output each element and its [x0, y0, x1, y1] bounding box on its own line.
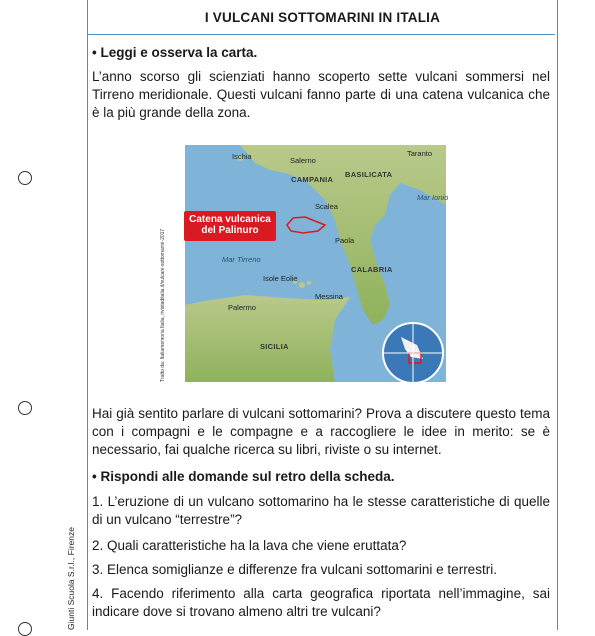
page-title: I VULCANI SOTTOMARINI IN ITALIA [204, 10, 441, 25]
instruction-answer: • Rispondi alle domande sul retro della scheda. [92, 469, 395, 484]
label-paola: Paola [335, 236, 355, 245]
question-4: 4. Facendo riferimento alla carta geografica riportata nell’immagine, sai indicare dove si trovano almeno altri tre vulcani? [92, 586, 550, 619]
question-3: 3. Elenca somiglianze e differenze fra vulcani sottomarini e terrestri. [92, 562, 497, 577]
label-isole-eolie: Isole Eolie [263, 274, 298, 283]
label-scalea: Scalea [315, 202, 338, 211]
label-salerno: Salerno [290, 156, 316, 165]
label-campania: CAMPANIA [291, 175, 334, 184]
label-messina: Messina [315, 292, 343, 301]
instruction-observe: • Leggi e osserva la carta. [92, 45, 258, 60]
intro-paragraph: L’anno scorso gli scienziati hanno scoperto sette vulcani sommersi nel Tirreno meridionale. Questi vulcani fanno parte di una catena vulcanica che è la più grande della zona. [92, 69, 550, 120]
question-2: 2. Quali caratteristiche ha la lava che viene eruttata? [92, 538, 407, 553]
label-calabria: CALABRIA [351, 265, 393, 274]
sicily-shape [185, 295, 350, 382]
punch-hole-bottom [18, 622, 32, 636]
side-credit: Giunti Scuola S.r.l., Firenze [66, 527, 76, 630]
title-rule [87, 34, 555, 35]
label-mar-tirreno: Mar Tirreno [222, 255, 261, 264]
label-sicilia: SICILIA [260, 342, 289, 351]
palinuro-callout: Catena vulcanica del Palinuro [184, 211, 276, 241]
discussion-paragraph: Hai già sentito parlare di vulcani sottomarini? Prova a discutere questo tema con i compagni e le compagne e a raccogliere le idee in merito: se è necessario, fai qualche ricerca su libri, riviste o su internet. [92, 406, 550, 457]
punch-hole-top [18, 171, 32, 185]
frame-left-line [87, 0, 88, 630]
label-taranto: Taranto [407, 149, 433, 158]
punch-hole-middle [18, 401, 32, 415]
question-1: 1. L’eruzione di un vulcano sottomarino ha le stesse caratteristiche di quelle di un vulcano “terrestre”? [92, 494, 550, 527]
label-basilicata: BASILICATA [345, 170, 393, 179]
label-palermo: Palermo [228, 303, 256, 312]
map-credit: Tratto da: Italiamemoria Italia, rivistaditalia.it/vulcani-sottomarini-2017 [160, 228, 166, 382]
label-ischia: Ischia [232, 152, 252, 161]
frame-right-line [557, 0, 558, 630]
label-mar-ionio: Mar Ionio [417, 193, 449, 202]
